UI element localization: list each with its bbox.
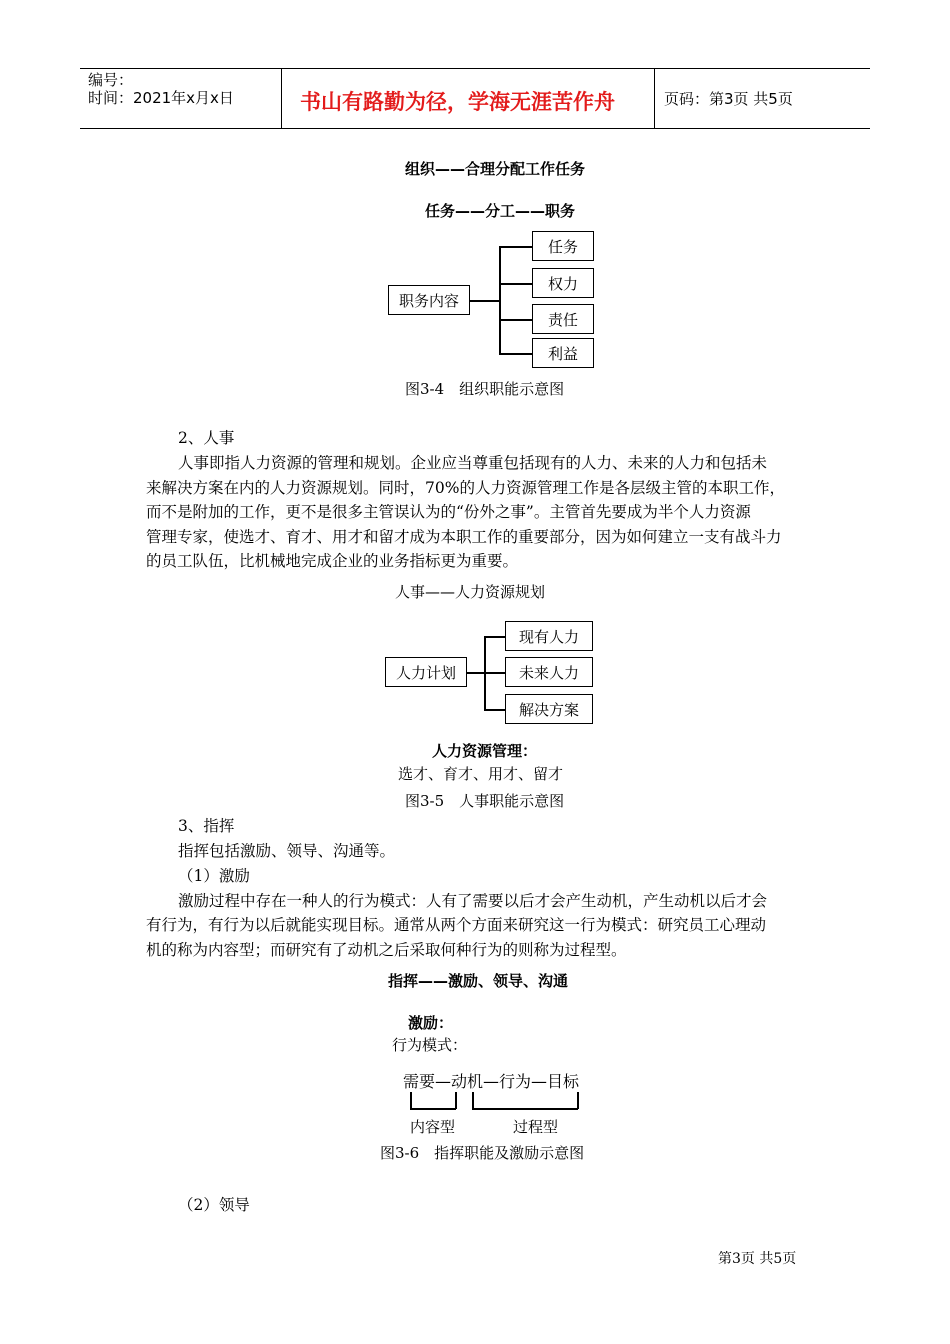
header-top-rule	[80, 68, 870, 69]
connector	[470, 300, 500, 302]
header-divider	[654, 68, 655, 128]
fig34-child-box: 权力	[532, 268, 594, 298]
fig35-root-box: 人力计划	[385, 657, 467, 687]
bracket-process-type	[472, 1092, 474, 1109]
paragraph-line: 激励过程中存在一种人的行为模式：人有了需要以后才会产生动机，产生动机以后才会	[178, 892, 768, 910]
connector	[484, 672, 505, 674]
fig36-label-pattern: 行为模式：	[392, 1036, 468, 1054]
section3-heading: 3、指挥	[178, 817, 235, 835]
connector	[499, 246, 532, 248]
paragraph-line: 来解决方案在内的人力资源规划。同时，70%的人力资源管理工作是各层级主管的本职工作，	[146, 479, 785, 497]
bracket-content-type	[410, 1108, 456, 1110]
bracket-content-type	[455, 1092, 457, 1109]
fig36-content-type-label: 内容型	[410, 1118, 456, 1136]
fig36-title: 指挥——激励、领导、沟通	[388, 972, 569, 990]
doc-number-label: 编号：	[88, 71, 134, 89]
paragraph-line: 的员工队伍，比机械地完成企业的业务指标更为重要。	[146, 552, 519, 570]
paragraph-line: 而不是附加的工作，更不是很多主管误认为的“份外之事”。主管首先要成为半个人力资源	[146, 503, 751, 521]
fig36-label-motivation: 激励：	[408, 1014, 454, 1032]
header-divider	[281, 68, 282, 128]
paragraph-line: 人事即指人力资源的管理和规划。企业应当尊重包括现有的人力、未来的人力和包括未	[178, 454, 768, 472]
connector	[467, 672, 485, 674]
connector	[499, 283, 532, 285]
connector	[484, 709, 505, 711]
doc-time-label: 时间：2021年x月x日	[88, 89, 234, 107]
fig34-caption: 图3-4 组织职能示意图	[405, 380, 565, 398]
section2-heading: 2、人事	[178, 429, 235, 447]
bracket-content-type	[410, 1092, 412, 1109]
fig36-chain: 需要—动机—行为—目标	[403, 1072, 580, 1091]
fig34-title: 组织——合理分配工作任务	[405, 160, 586, 178]
section3-sub1: （1）激励	[178, 867, 250, 885]
fig34-child-box: 利益	[532, 338, 594, 368]
fig35-child-box: 未来人力	[505, 657, 593, 687]
bracket-process-type	[577, 1092, 579, 1109]
fig36-process-type-label: 过程型	[513, 1118, 559, 1136]
fig36-caption: 图3-6 指挥职能及激励示意图	[380, 1144, 585, 1162]
header-page-label: 页码：第3页 共5页	[664, 90, 793, 108]
header-bottom-rule	[80, 128, 870, 129]
fig35-title: 人事——人力资源规划	[395, 583, 546, 601]
fig34-subtitle: 任务——分工——职务	[425, 202, 576, 220]
paragraph-line: 有行为，有行为以后就能实现目标。通常从两个方面来研究这一行为模式：研究员工心理动	[146, 916, 767, 934]
connector	[484, 636, 505, 638]
paragraph-line: 管理专家，使选才、育才、用才和留才成为本职工作的重要部分，因为如何建立一支有战斗力	[146, 528, 782, 546]
section3-intro: 指挥包括激励、领导、沟通等。	[178, 842, 396, 860]
fig35-child-box: 现有人力	[505, 621, 593, 651]
fig35-note-title: 人力资源管理：	[432, 742, 538, 760]
fig34-child-box: 任务	[532, 231, 594, 261]
fig35-note-items: 选才、育才、用才、留才	[398, 765, 564, 783]
connector	[499, 246, 501, 353]
paragraph-line: 机的称为内容型；而研究有了动机之后采取何种行为的则称为过程型。	[146, 941, 627, 959]
fig34-root-box: 职务内容	[388, 285, 470, 315]
fig34-child-box: 责任	[532, 304, 594, 334]
connector	[499, 319, 532, 321]
bracket-process-type	[472, 1108, 578, 1110]
section-leadership-heading: （2）领导	[178, 1196, 250, 1214]
fig35-caption: 图3-5 人事职能示意图	[405, 792, 565, 810]
header-motto: 书山有路勤为径，学海无涯苦作舟	[300, 90, 615, 114]
page-footer: 第3页 共5页	[718, 1251, 797, 1267]
fig35-child-box: 解决方案	[505, 694, 593, 724]
connector	[499, 353, 532, 355]
